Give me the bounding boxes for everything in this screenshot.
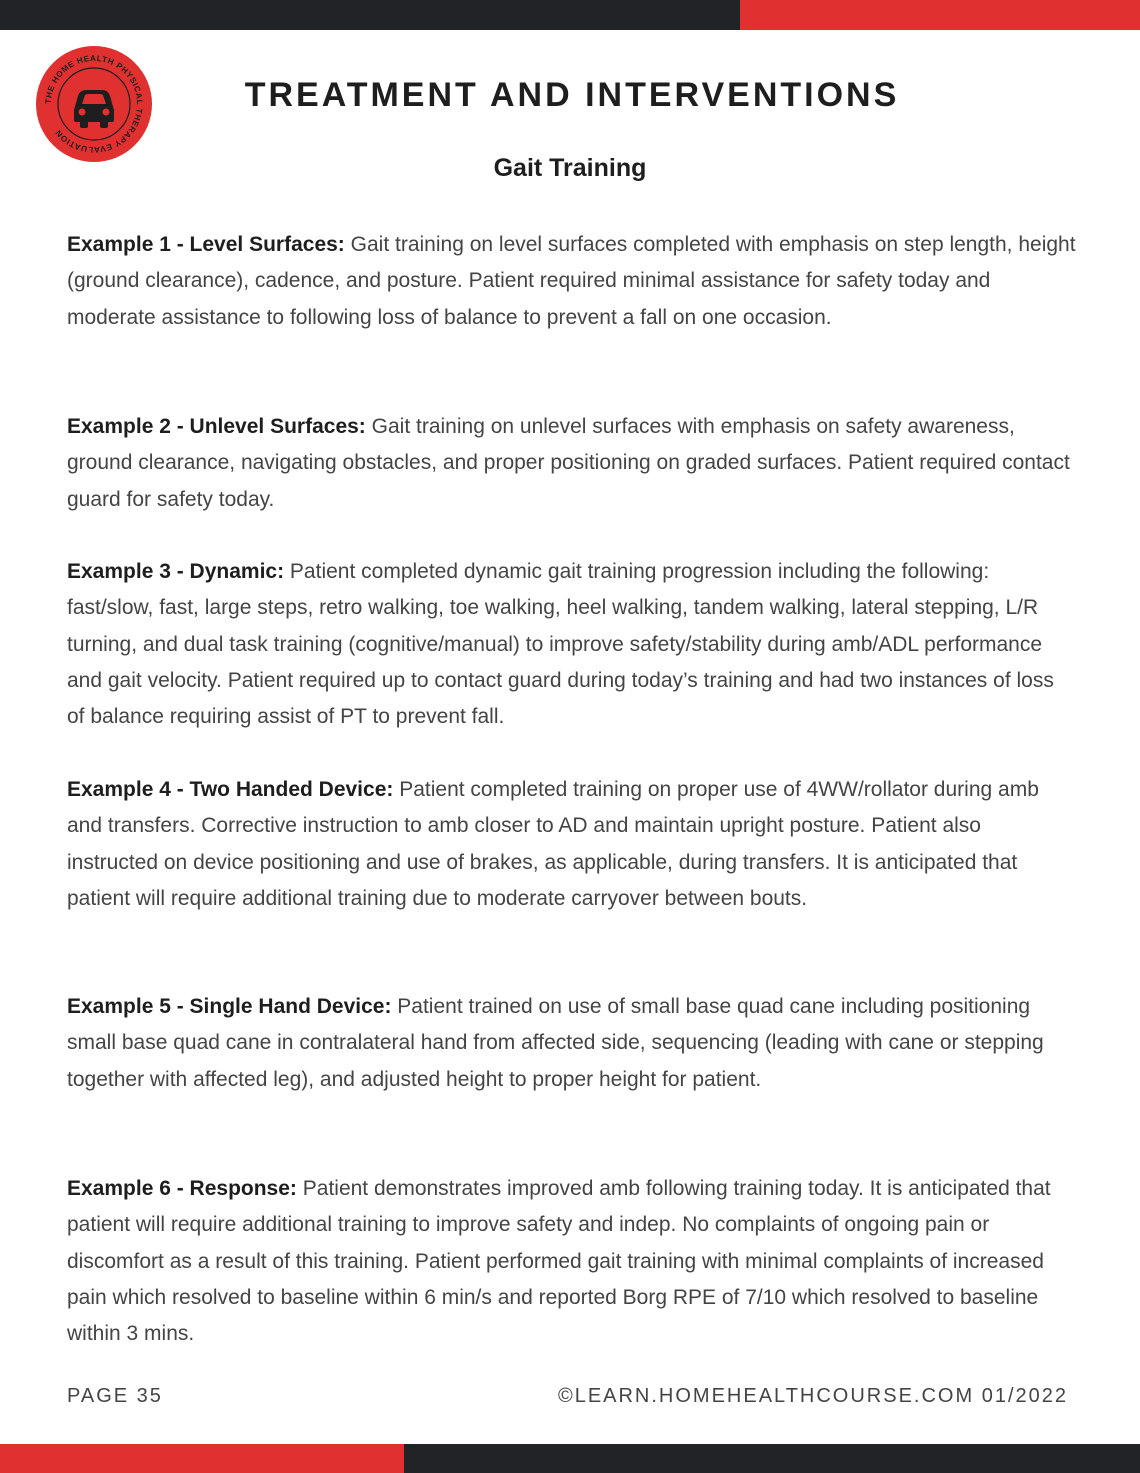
section-subtitle: Gait Training — [493, 154, 647, 182]
example-text: Patient trained on use of small base quad cane including positioning small base quad cane in contralateral hand from affected side, sequencing (leading with cane or stepping together with affected leg), and adjusted height to proper height for patient. — [67, 995, 1044, 1091]
example-paragraph — [67, 1171, 1077, 1352]
example-paragraph — [67, 554, 1077, 735]
example-label: Example 1 - Level Surfaces: — [67, 233, 345, 256]
bottom-red-bar — [0, 1444, 404, 1473]
top-dark-bar — [0, 0, 740, 30]
top-red-bar — [740, 0, 1140, 30]
example-paragraph — [67, 772, 1077, 917]
example-label: Example 5 - Single Hand Device: — [67, 995, 392, 1018]
example-label: Example 6 - Response: — [67, 1177, 297, 1200]
example-paragraph — [67, 989, 1077, 1098]
example-paragraph — [67, 409, 1077, 518]
example-label: Example 2 - Unlevel Surfaces: — [67, 415, 366, 438]
example-paragraph — [67, 227, 1077, 336]
page-title: TREATMENT AND INTERVENTIONS — [244, 76, 900, 114]
example-text: Patient completed dynamic gait training progression including the following: fast/slow, fast, large steps, retro walking, toe walking, heel walking, tandem walking, lateral stepping, L/R turning, and dual task training (cognitive/manual) to improve safety/stability during amb/ADL performance and gait velocity. Patient required up to contact guard during today’s training and had two instances of loss of balance requiring assist of PT to prevent fall. — [67, 560, 1054, 729]
copyright-notice: ©LEARN.HOMEHEALTHCOURSE.COM 01/2022 — [557, 1385, 1068, 1407]
page-number: PAGE 35 — [67, 1385, 163, 1407]
example-label: Example 3 - Dynamic: — [67, 560, 285, 583]
example-text: Patient completed training on proper use of 4WW/rollator during amb and transfers. Corrective instruction to amb closer to AD and maintain upright posture. Patient also instructed on device positioning and use of brakes, as applicable, during transfers. It is anticipated that patient will require additional training due to moderate carryover between bouts. — [67, 778, 1039, 910]
bottom-dark-bar — [404, 1444, 1140, 1473]
example-text: Gait training on level surfaces completed with emphasis on step length, height (ground clearance), cadence, and posture. Patient required minimal assistance for safety today and moderate assistance to following loss of balance to prevent a fall on one occasion. — [67, 233, 1076, 329]
logo-ring-text: THE HOME HEALTH PHYSICAL THERAPY EVALUATION — [43, 53, 145, 155]
example-label: Example 4 - Two Handed Device: — [67, 778, 394, 801]
example-text: Gait training on unlevel surfaces with emphasis on safety awareness, ground clearance, navigating obstacles, and proper positioning on graded surfaces. Patient required contact guard for safety today. — [67, 415, 1070, 511]
example-text: Patient demonstrates improved amb following training today. It is anticipated that patient will require additional training to improve safety and indep. No complaints of ongoing pain or discomfort as a result of this training. Patient performed gait training with minimal complaints of increased pain which resolved to baseline within 6 min/s and reported Borg RPE of 7/10 which resolved to baseline within 3 mins. — [67, 1177, 1051, 1346]
